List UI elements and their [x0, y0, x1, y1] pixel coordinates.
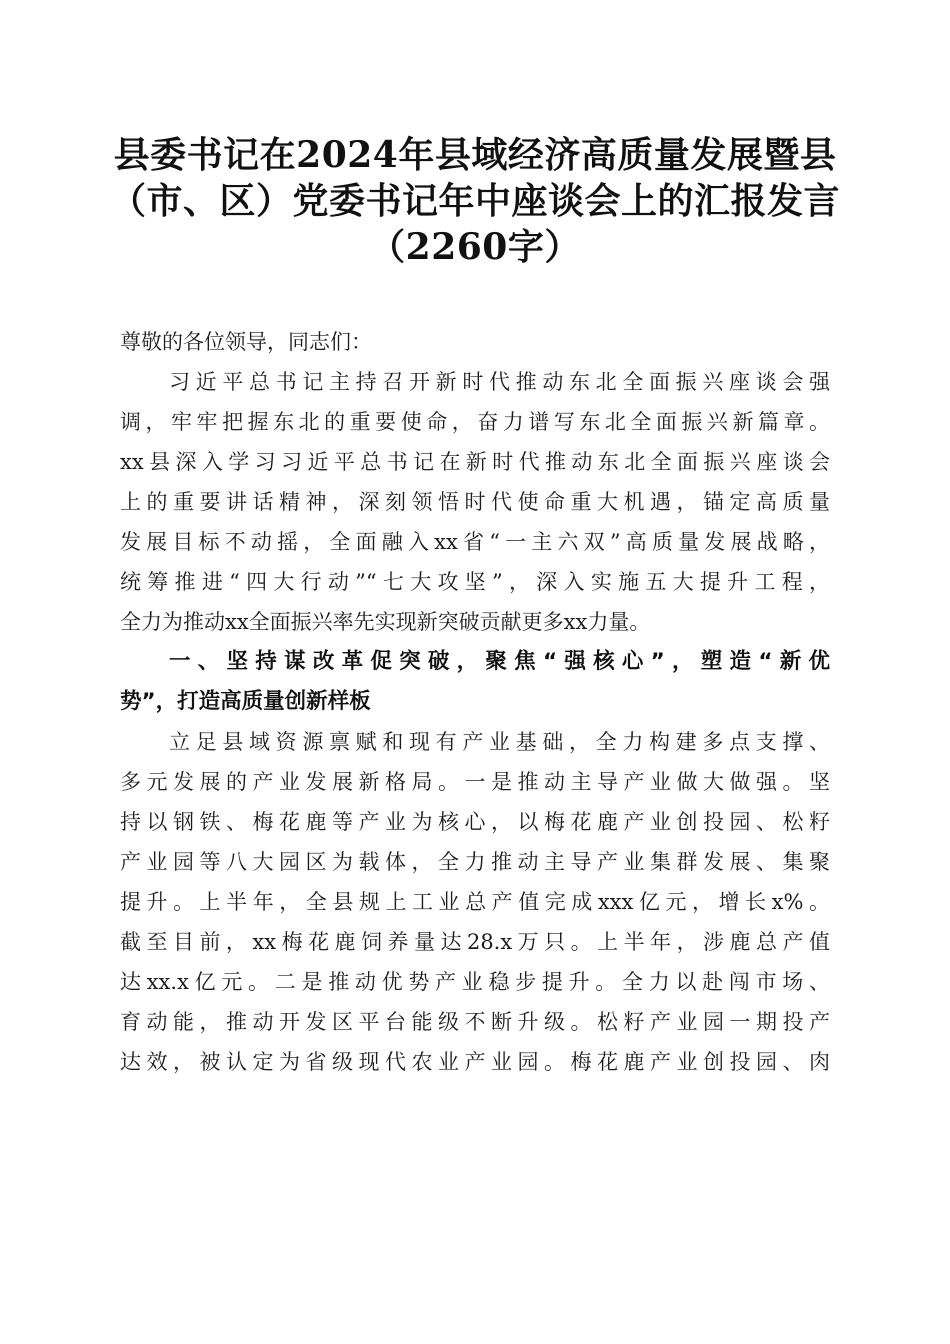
title-line-2: （市、区）党委书记年中座谈会上的汇报发言 — [110, 180, 841, 222]
paragraph-1-line: 全力为推动xx全面振兴率先实现新突破贡献更多xx力量。 — [120, 610, 651, 634]
section-1-heading-line: 一、坚持谋改革促突破，聚焦“强核心”，塑造“新优 — [169, 649, 830, 674]
paragraph-2-line: 多元发展的产业发展新格局。一是推动主导产业做大做强。坚 — [120, 770, 830, 794]
paragraph-2-line: 产业园等八大园区为载体，全力推动主导产业集群发展、集聚 — [120, 850, 830, 874]
document-title — [110, 132, 840, 270]
paragraph-1 — [120, 362, 830, 642]
paragraph-2-line: 截至目前，xx梅花鹿饲养量达28.x万只。上半年，涉鹿总产值 — [120, 930, 830, 954]
paragraph-1-line: 调，牢牢把握东北的重要使命，奋力谱写东北全面振兴新篇章。 — [120, 410, 830, 434]
paragraph-2-line: 达xx.x亿元。二是推动优势产业稳步提升。全力以赴闯市场、 — [120, 970, 830, 994]
paragraph-2-line: 提升。上半年，全县规上工业总产值完成xxx亿元，增长x%。 — [120, 890, 830, 914]
salutation: 尊敬的各位领导，同志们： — [120, 330, 372, 354]
paragraph-1-line: 上的重要讲话精神，深刻领悟时代使命重大机遇，锚定高质量 — [120, 490, 830, 514]
paragraph-2 — [120, 722, 830, 1082]
paragraph-2-line: 育动能，推动开发区平台能级不断升级。松籽产业园一期投产 — [120, 1010, 830, 1034]
document-body — [120, 322, 830, 1082]
paragraph-2-line: 达效，被认定为省级现代农业产业园。梅花鹿产业创投园、肉 — [120, 1050, 830, 1074]
paragraph-1-line: xx县深入学习习近平总书记在新时代推动东北全面振兴座谈会 — [120, 450, 830, 474]
paragraph-2-line: 持以钢铁、梅花鹿等产业为核心，以梅花鹿产业创投园、松籽 — [120, 810, 830, 834]
paragraph-1-line: 发展目标不动摇，全面融入xx省“一主六双”高质量发展战略， — [120, 530, 830, 554]
paragraph-1-line: 习近平总书记主持召开新时代推动东北全面振兴座谈会强 — [169, 370, 830, 394]
section-1-heading-line: 势”，打造高质量创新样板 — [120, 689, 371, 714]
section-1-heading — [120, 642, 830, 722]
paragraph-2-line: 立足县域资源禀赋和现有产业基础，全力构建多点支撑、 — [169, 730, 830, 754]
title-line-1: 县委书记在2024年县域经济高质量发展暨县 — [113, 134, 837, 176]
paragraph-1-line: 统筹推进“四大行动”“七大攻坚”，深入实施五大提升工程， — [120, 570, 830, 594]
title-line-3: （2260字） — [369, 226, 581, 268]
